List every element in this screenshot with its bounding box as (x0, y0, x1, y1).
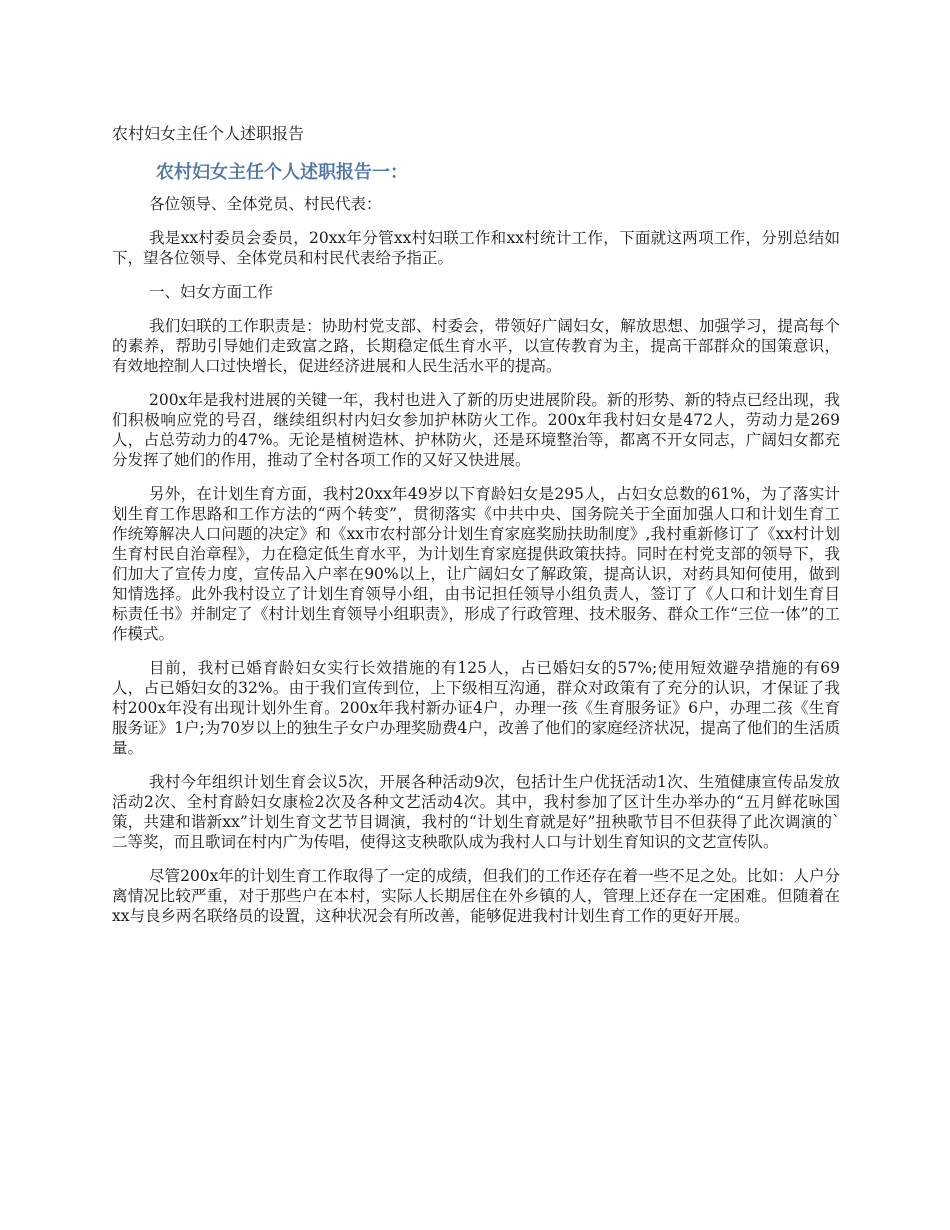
document-title: 农村妇女主任个人述职报告 (112, 124, 305, 143)
paragraph-measures: 目前，我村已婚育龄妇女实行长效措施的有125人，占已婚妇女的57%;使用短效避孕措施的有69人，占已婚妇女的32%。由于我们宣传到位，上下级相互沟通，群众对政策有了充分的认识，才保证了我村200x年没有出现计划外生育。200x年我村新办证4户，办理一孩《生育服务证》6户，办理二孩《生育服务证》1户;为70岁以上的独生子女户办理奖励费4户，改善了他们的家庭经济状况，提高了他们的生活质量。 (112, 659, 840, 757)
paragraph-shortcomings: 尽管200x年的计划生育工作取得了一定的成绩，但我们的工作还存在着一些不足之处。比如：人户分离情况比较严重，对于那些户在本村，实际人长期居住在外乡镇的人，管理上还存在一定困难。但随着在xx与良乡两名联络员的设置，这种状况会有所改善，能够促进我村计划生育工作的更好开展。 (112, 867, 840, 925)
document-page (112, 122, 840, 940)
paragraph-intro: 我是xx村委员会委员，20xx年分管xx村妇联工作和xx村统计工作，下面就这两项工作，分别总结如下，望各位领导、全体党员和村民代表给予指正。 (112, 229, 840, 267)
paragraph-activities: 我村今年组织计划生育会议5次，开展各种活动9次，包括计生户优抚活动1次、生殖健康宣传品发放活动2次、全村育龄妇女康检2次及各种文艺活动4次。其中，我村参加了区计生办举办的“五月鲜花咏国策，共建和谐新xx”计划生育文艺节目调演，我村的“计划生育就是好”扭秧歌节目不但获得了此次调演的`二等奖，而且歌词在村内广为传唱，使得这支秧歌队成为我村人口与计划生育知识的文艺宣传队。 (112, 773, 840, 851)
paragraph-salutation: 各位领导、全体党员、村民代表： (149, 195, 382, 213)
section-heading: 农村妇女主任个人述职报告一： (156, 162, 408, 183)
paragraph-family-planning: 另外，在计划生育方面，我村20xx年49岁以下育龄妇女是295人，占妇女总数的61%，为了落实计划生育工作思路和工作方法的“两个转变”，贯彻落实《中共中央、国务院关于全面加强人口和计划生育工作统筹解决人口问题的决定》和《xx市农村部分计划生育家庭奖励扶助制度》,我村重新修订了《xx村计划生育村民自治章程》，力在稳定低生育水平，为计划生育家庭提供政策扶持。同时在村党支部的领导下，我们加大了宣传力度，宣传品入户率在90%以上，让广阔妇女了解政策，提高认识，对药具知何使用，做到知情选择。此外我村设立了计划生育领导小组，由书记担任领导小组负责人，签订了《人口和计划生育目标责任书》并制定了《村计划生育领导小组职责》，形成了行政管理、技术服务、群众工作“三位一体”的工作模式。 (112, 485, 840, 643)
paragraph-forest-fire: 200x年是我村进展的关键一年，我村也进入了新的历史进展阶段。新的形势、新的特点已经出现，我们积极响应党的号召，继续组织村内妇女参加护林防火工作。200x年我村妇女是472人，劳动力是269人，占总劳动力的47%。无论是植树造林、护林防火，还是环境整治等，都离不开女同志，广阔妇女都充分发挥了她们的作用，推动了全村各项工作的又好又快进展。 (112, 391, 840, 469)
paragraph-section-title: 一、妇女方面工作 (149, 283, 274, 301)
paragraph-duties: 我们妇联的工作职责是：协助村党支部、村委会，带领好广阔妇女，解放思想、加强学习，提高每个的素养，帮助引导她们走致富之路，长期稳定低生育水平，以宣传教育为主，提高干部群众的国策意识，有效地控制人口过快增长，促进经济进展和人民生活水平的提高。 (112, 317, 840, 375)
